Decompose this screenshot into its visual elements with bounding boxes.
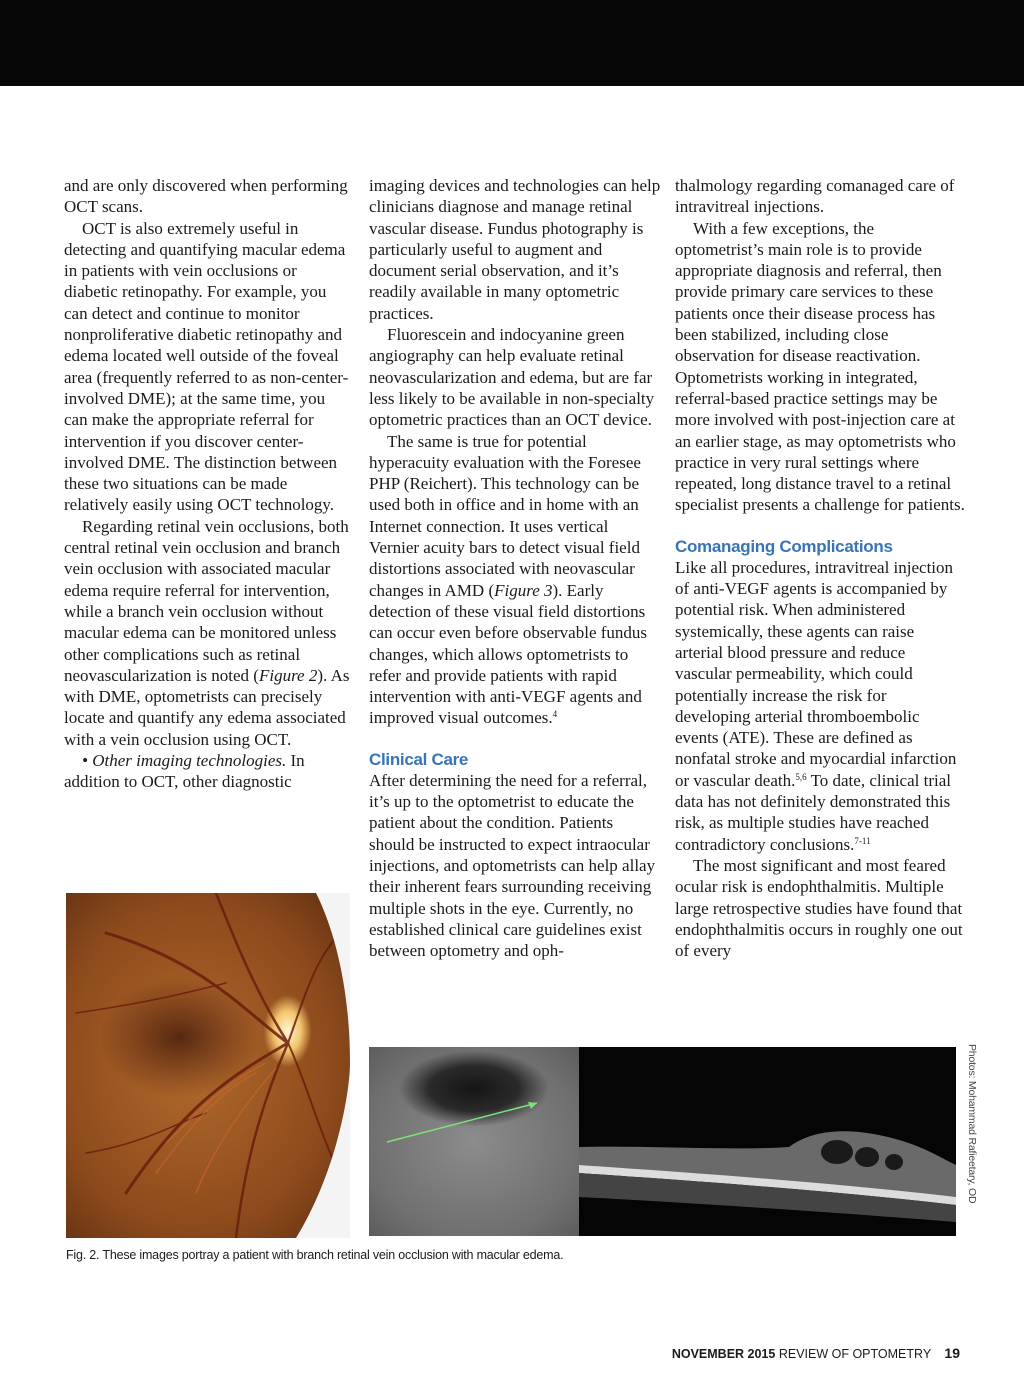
paragraph-text: The same is true for potential hyperacuity evaluation with the Foresee PHP (Reichert). This technology can be used both in office and in home with an Internet connection. It uses vertical Vernier acuity bars to detect visual field distortions associated with neovascular changes in AMD ( — [369, 431, 641, 600]
paragraph: and are only discovered when performing OCT scans. — [64, 176, 348, 217]
paragraph-text: Regarding retinal vein occlusions, both central retinal vein occlusion and branch vein occlusion with associated macular edema require referral for intervention, while a branch vein occlusion without macular edema can be monitored unless other complications such as retinal neovascularization is noted ( — [64, 516, 349, 685]
page-footer — [672, 1345, 960, 1361]
paragraph-text: To date, clinical trial data has not definitely demonstrated this risk, as multiple studies have reached contradictory conclusions. — [675, 770, 951, 854]
paragraph-text: Like all procedures, intravitreal injection of anti-VEGF agents is accompanied by potential risk. When administered systemically, these agents can raise arterial blood pressure and reduce vascular permeability, which could potentially increase the risk for developing arterial thromboembolic events (ATE). These are defined as nonfatal stroke and myocardial infarction or vascular death. — [675, 557, 957, 790]
paragraph — [64, 750, 352, 793]
oct-scan-image — [579, 1047, 956, 1236]
journal-name: REVIEW OF OPTOMETRY — [778, 1347, 931, 1361]
paragraph: After determining the need for a referral, it’s up to the optometrist to educate the patient about the condition. Patients should be instructed to expect intraocular injections, and optometrists can help allay their inherent fears surrounding receiving multiple shots in the eye. Currently, no established clinical care guidelines exist between optometry and oph- — [369, 770, 656, 961]
bullet-lead: • Other imaging technologies. — [82, 751, 287, 771]
photo-credit: Photos: Mohammad Rafieetary, OD — [966, 1044, 978, 1204]
figure-reference: Figure 2 — [258, 665, 318, 685]
issue-date: NOVEMBER 2015 — [671, 1347, 776, 1361]
article-column-1 — [64, 175, 352, 793]
article-column-3 — [675, 175, 965, 961]
paragraph: The most significant and most feared ocular risk is endophthalmitis. Multiple large retrospective studies have found that endophthalmitis occurs in roughly one out of every — [675, 855, 963, 961]
paragraph: With a few exceptions, the optometrist’s main role is to provide appropriate diagnosis and referral, then provide primary care services to these patients once their disease process has been stabilized, including close observation for disease reactivation. Optometrists working in integrated, referral-based practice settings may be more involved with post-injection care at an earlier stage, as may optometrists who practice in very rural settings where repeated, long distance travel to a retinal specialist presents a challenge for patients. — [675, 218, 965, 515]
figure-caption: Fig. 2. These images portray a patient with branch retinal vein occlusion with macular edema. — [66, 1248, 564, 1262]
top-bar — [0, 0, 1024, 86]
section-heading: Clinical Care — [369, 749, 469, 769]
oct-retina-layers — [579, 1047, 956, 1236]
paragraph: Fluorescein and indocyanine green angiography can help evaluate retinal neovascularization and edema, but are far less likely to be available in non-specialty optometric practices than an OCT device. — [369, 325, 655, 430]
paragraph: imaging devices and technologies can help clinicians diagnose and manage retinal vascular disease. Fundus photography is particularly useful to augment and document serial observation, and it’s readily available in many optometric practices. — [369, 176, 661, 323]
paragraph — [64, 516, 352, 750]
scan-line-arrow — [369, 1047, 579, 1236]
fundus-photo — [66, 893, 350, 1238]
article-column-2 — [369, 175, 661, 961]
paragraph — [369, 431, 661, 729]
paragraph-text: ). As with DME, optometrists can precisely locate and quantify any edema associated with a vein occlusion using OCT. — [64, 665, 350, 749]
page-number: 19 — [944, 1345, 960, 1361]
retina-grayscale-image — [369, 1047, 579, 1236]
paragraph — [675, 557, 965, 855]
citation: 5,6 — [795, 771, 807, 782]
section-heading: Comanaging Complications — [675, 536, 893, 556]
paragraph-text: ). Early detection of these visual field distortions can occur even before observable fundus changes, which allows optometrists to refer and provide patients with rapid intervention with anti-VEGF agents and improved visual outcomes. — [369, 580, 648, 728]
paragraph: thalmology regarding comanaged care of intravitreal injections. — [675, 176, 955, 217]
paragraph: OCT is also extremely useful in detecting and quantifying macular edema in patients with vein occlusions or diabetic retinopathy. For example, you can detect and continue to monitor nonproliferative diabetic retinopathy and edema located well outside of the foveal area (frequently referred to as non-center-involved DME); at the same time, you can make the appropriate referral for intervention if you discover center-involved DME. The distinction between these two situations can be made relatively easily using OCT technology. — [64, 218, 349, 515]
citation: 4 — [552, 709, 558, 720]
retinal-vessels — [66, 893, 350, 1238]
paragraph-text: In addition to OCT, other diagnostic — [64, 751, 305, 792]
figure-reference: Figure 3 — [494, 580, 553, 600]
citation: 7-11 — [854, 835, 871, 846]
